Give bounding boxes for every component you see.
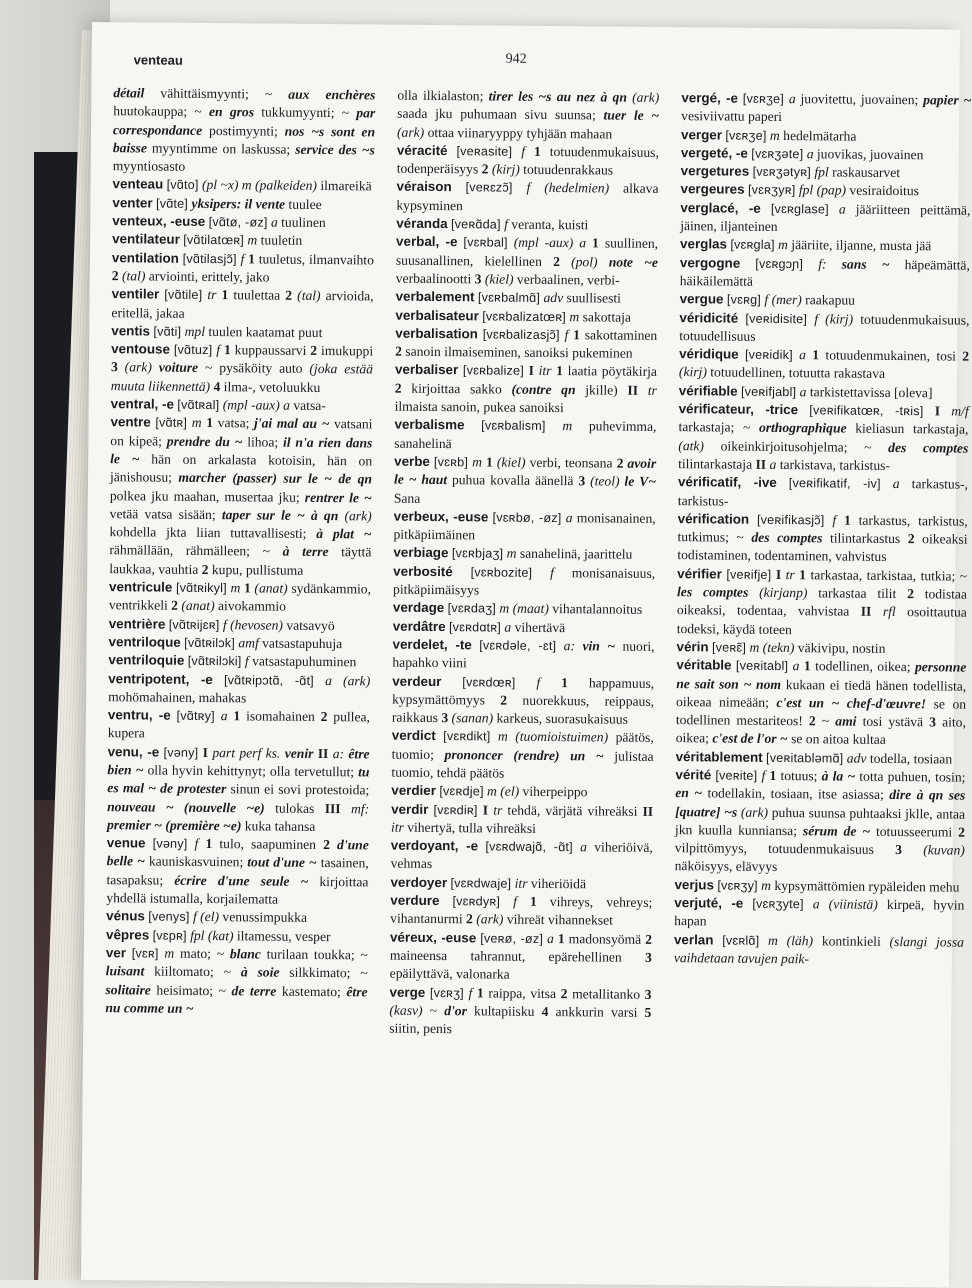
- dictionary-entry: verdoyer [vɛʀdwaje] itr viheriöidä: [390, 874, 587, 892]
- dictionary-entry: ventilateur [vɑ̃tilatœʀ] m tuuletin: [112, 231, 303, 249]
- dictionary-entry: ventru, -e [vɑ̃tʀy] a 1 isomahainen 2 pullea, kupera: [107, 707, 371, 741]
- dictionary-entry: olla ilkialaston; tirer les ~s au nez à qn (ark) saada jku puhumaan sivu suunsa; tuer le ~ (ark) ottaa viinaryyppy tyhjään mahaan: [396, 87, 660, 142]
- dictionary-entry: détail vähittäismyynti; ~ aux enchères huutokauppa; ~ en gros tukkumyynti; ~ par correspondance postimyynti; nos ~s sont en baisse myyntimme on laskussa; service des ~s myyntiosasto: [112, 85, 376, 175]
- dictionary-entry: vérifiable [veʀifjabl] a tarkistettavissa [oleva]: [678, 382, 933, 401]
- dictionary-entry: vérificateur, -trice [veʀifikatœʀ, -tʀis] I m/f tarkastaja; ~ orthographique kieliasun tarkastaja, (atk) oikeinkirjoitusohjelma; ~ des comptes tilintarkastaja II a tarkistava, tarkistus-: [678, 401, 969, 473]
- dictionary-entry: verbalisme [vɛʀbalism] m puhevimma, sanahelinä: [394, 416, 657, 451]
- dictionary-entry: verbosité [vɛʀbozite] f monisanaisuus, pitkäpiimäisyys: [392, 563, 656, 598]
- running-head: venteau: [133, 52, 183, 68]
- dictionary-entry: verdict [vɛʀdikt] m (tuomioistuimen) päätös, tuomio; prononcer (rendre) un ~ julistaa tuomio, tehdä päätös: [391, 728, 654, 781]
- dictionary-entry: ventre [vɑ̃tʀ] m 1 vatsa; j'ai mal au ~ vatsani on kipeä; prendre du ~ lihoa; il n'a rien dans le ~ hän on arkalasta kotoisin, hän on jänishousu; marcher (passer) sur le ~ de qn polkea jku maahan, musertaa jku; rentrer le ~ vetää vatsa sisään; taper sur le ~ à qn (ark) kohdella jkta liian tuttavallisesti; à plat ~ rähmällään, rähmälleen; ~ à terre täyttä laukkaa, vauhtia 2 kupu, pullistuma: [109, 414, 373, 578]
- dictionary-entry: verger [vɛʀʒe] m hedelmätarha: [680, 126, 857, 144]
- dictionary-entry: verbalement [vɛʀbalmɑ̃] adv suullisesti: [395, 288, 622, 306]
- dictionary-entry: véridicité [veʀidisite] f (kirj) totuudenmukaisuus, totuudellisuus: [679, 309, 970, 344]
- dictionary-entry: vergeté, -e [vɛʀʒəte] a juovikas, juovainen: [680, 145, 924, 163]
- column-right: [674, 89, 972, 970]
- dictionary-entry: vergeures [vɛʀʒyʀ] fpl (pap) vesiraidoitus: [680, 181, 920, 199]
- dictionary-entry: ventral, -e [vɑ̃tʀal] (mpl -aux) a vatsa-: [110, 396, 326, 414]
- dictionary-entry: venteux, -euse [vɑ̃tø, -øz] a tuulinen: [112, 213, 326, 231]
- dictionary-entry: vergue [vɛʀg] f (mer) raakapuu: [679, 291, 856, 308]
- column-middle: [389, 87, 659, 1041]
- dictionary-entry: ventilation [vɑ̃tilasjɔ̃] f 1 tuuletus, ilmanvaihto 2 (tal) arviointi, erittely, jako: [111, 249, 374, 285]
- dictionary-entry: verjus [vɛʀʒy] m kypsymättömien rypäleiden mehu: [674, 876, 960, 895]
- dictionary-entry: venue [vəny] f 1 tulo, saapuminen 2 d'une belle ~ kauniskasvuinen; tout d'une ~ tasainen, tasapaksu; écrire d'une seule ~ kirjoittaa yhdellä istumalla, korjailematta: [106, 835, 369, 907]
- dictionary-entry: verbalisation [vɛʀbalizasjɔ̃] f 1 sakottaminen 2 sanoin ilmaiseminen, sanoiksi pukeminen: [395, 325, 658, 361]
- dictionary-entry: verjuté, -e [vɛʀʒyte] a (viinistä) kirpeä, hyvin hapan: [674, 895, 965, 929]
- dictionary-entry: ventouse [vɑ̃tuz] f 1 kuppaussarvi 2 imukuppi 3 (ark) voiture ~ pysäköity auto (joka estää muuta liikennettä) 4 ilma-, vetoluukku: [110, 341, 374, 395]
- dictionary-entry: vêpres [vɛpʀ] fpl (kat) iltamessu, vesper: [105, 926, 331, 944]
- dictionary-entry: verdage [vɛʀdaʒ] m (maat) vihantalannoitus: [392, 599, 643, 618]
- dictionary-entry: ventripotent, -e [vɑ̃tʀipɔtɑ̃, -ɑ̃t] a (ark) mohömahainen, mahakas: [108, 670, 371, 706]
- dictionary-entry: verdeur [vɛʀdœʀ] f 1 happamuus, kypsymättömyys 2 nuorekkuus, reippaus, raikkaus 3 (sanan) karkeus, suorasukaisuus: [391, 673, 655, 727]
- dictionary-entry: vérifier [veʀifje] I tr 1 tarkastaa, tarkistaa, tutkia; ~ les comptes (kirjanp) tarkastaa tilit 2 todistaa oikeaksi, todentaa, vahvistaa II rfl osoittautua todeksi, käydä toteen: [676, 565, 968, 637]
- dictionary-entry: vergé, -e [vɛʀʒe] a juovitettu, juovainen; papier ~ vesiviivattu paperi: [681, 90, 972, 125]
- dictionary-entry: verbal, -e [vɛʀbal] (mpl -aux) a 1 suullinen, suusanallinen, kielellinen 2 (pol) note ~e verbaalinootti 3 (kiel) verbaalinen, verbi-: [395, 234, 659, 288]
- dictionary-entry: ventiler [vɑ̃tile] tr 1 tuulettaa 2 (tal) arvioida, eritellä, jakaa: [111, 286, 374, 321]
- dictionary-entry: vérin [veʀɛ̃] m (tekn) väkivipu, nostin: [676, 639, 886, 656]
- dictionary-entry: vérité [veʀite] f 1 totuus; à la ~ totta puhuen, tosin; en ~ todellakin, tosiaan, itse asiassa; dire à qn ses [quatre] ~s (ark) puhua suunsa puhtaaksi jklle, antaa jkn kuulla kunniansa; sérum de ~ totuusseerumi 2 vilpittömyys, totuudenmukaisuus 3 (kuvan) näköisyys, elävyys: [674, 767, 966, 875]
- dictionary-entry: véraison [veʀɛzɔ̃] f (hedelmien) alkava kypsyminen: [396, 179, 659, 214]
- dictionary-entry: ventriloque [vɑ̃tʀilɔk] amf vatsastapuhuja: [108, 634, 343, 652]
- dictionary-page: [81, 22, 972, 1288]
- dictionary-entry: véritablement [veʀitabləmɑ̃] adv todella, tosiaan: [675, 748, 953, 767]
- dictionary-entry: verbeux, -euse [vɛʀbø, -øz] a monisanainen, pitkäpiimäinen: [393, 508, 656, 543]
- dictionary-entry: vénus [venys] f (el) venussimpukka: [106, 908, 308, 926]
- dictionary-entry: vergogne [vɛʀgɔɲ] f: sans ~ häpeämättä, häikäilemättä: [679, 254, 970, 289]
- dictionary-entry: véracité [veʀasite] f 1 totuudenmukaisuus, todenperäisyys 2 (kirj) totuudenrakkaus: [396, 142, 659, 178]
- dictionary-entry: verbe [vɛʀb] m 1 (kiel) verbi, teonsana 2 avoir le ~ haut puhua kovalla äänellä 3 (teol) le V~ Sana: [393, 453, 657, 506]
- dictionary-entry: verdâtre [vɛʀdɑtʀ] a vihertävä: [392, 618, 566, 635]
- dictionary-entry: verbaliser [vɛʀbalize] I itr 1 laatia pöytäkirja 2 kirjoittaa sakko (contre qn jkille) II tr ilmaista sanoin, pukea sanoiksi: [394, 362, 658, 416]
- dictionary-entry: verbiage [vɛʀbjaʒ] m sanahelinä, jaarittelu: [393, 545, 633, 563]
- dictionary-entry: verdure [vɛʀdyʀ] f 1 vihreys, vehreys; vihantanurmi 2 (ark) vihreät vihannekset: [390, 892, 653, 928]
- dictionary-entry: véridique [veʀidik] a 1 totuudenmukainen, tosi 2 (kirj) totuudellinen, totuutta rakastava: [678, 346, 970, 382]
- dictionary-entry: venu, -e [vəny] I part perf ks. venir II a: être bien ~ olla hyvin kehittynyt; olla tervetullut; tu es mal ~ de protester sinun ei sovi protestoida; nouveau ~ (nouvelle ~e) tulokas III mf: premier ~ (première ~e) kuka tahansa: [106, 743, 370, 834]
- dictionary-entry: verlan [vɛʀlɑ̃] m (läh) kontinkieli (slangi jossa vaihdetaan tavujen paik-: [673, 931, 965, 967]
- dictionary-entry: vérificatif, -ive [veʀifikatif, -iv] a tarkastus-, tarkistus-: [677, 474, 969, 509]
- dictionary-entry: véranda [veʀɑ̃da] f veranta, kuisti: [396, 215, 589, 233]
- column-left: [105, 84, 375, 1019]
- dictionary-entry: véreux, -euse [veʀø, -øz] a 1 madonsyömä 2 maineensa tahrannut, epärehellinen 3 epäilyttävä, valonarka: [389, 929, 653, 982]
- dictionary-entry: verbalisateur [vɛʀbalizatœʀ] m sakottaja: [395, 307, 632, 325]
- dictionary-entry: verdoyant, -e [vɛʀdwajɑ̃, -ɑ̃t] a viheriöivä, vehmas: [390, 837, 653, 872]
- dictionary-entry: venter [vɑ̃te] yksipers: il vente tuulee: [112, 194, 322, 212]
- dictionary-entry: vergetures [vɛʀʒətyʀ] fpl raskausarvet: [680, 163, 901, 181]
- dictionary-entry: ventrière [vɑ̃tʀijɛʀ] f (hevosen) vatsavyö: [108, 615, 335, 633]
- dictionary-entry: verdier [vɛʀdje] m (el) viherpeippo: [391, 782, 588, 800]
- dictionary-entry: verglas [vɛʀgla] m jääriite, iljanne, musta jää: [680, 236, 932, 254]
- dictionary-entry: ventricule [vɑ̃tʀikyl] m 1 (anat) sydänkammio, ventrikkeli 2 (anat) aivokammio: [108, 579, 372, 615]
- dictionary-entry: venteau [vɑ̃to] (pl ~x) m (palkeiden) ilmareikä: [112, 176, 372, 194]
- dictionary-entry: verge [vɛʀʒ] f 1 raippa, vitsa 2 metallitanko 3 (kasv) ~ d'or kultapiisku 4 ankkurin varsi 5 siitin, penis: [389, 984, 652, 1037]
- dictionary-entry: verdelet, -te [vɛʀdəle, -ɛt] a: vin ~ nuori, hapahko viini: [392, 636, 655, 671]
- dictionary-entry: véritable [veʀitabl] a 1 todellinen, oikea; personne ne sait son ~ nom kukaan ei tiedä hänen todellista, oikeaa nimeään; c'est un ~ chef-d'œuvre! se on todellinen mestariteos! 2 ~ ami tosi ystävä 3 aito, oikea; c'est de l'or ~ se on aitoa kultaa: [675, 657, 967, 748]
- dictionary-entry: vérification [veʀifikasjɔ̃] f 1 tarkastus, tarkistus, tutkimus; ~ des comptes tilintarkastus 2 oikeaksi todistaminen, todentaminen, vahvistus: [677, 510, 968, 565]
- dictionary-entry: ver [vɛʀ] m mato; ~ blanc turilaan toukka; ~ luisant kiiltomato; ~ à soie silkkimato; ~ solitaire heisimato; ~ de terre kastemato; être nu comme un ~: [105, 945, 368, 1016]
- dictionary-entry: verglacé, -e [vɛʀglase] a jääriitteen peittämä, jäinen, iljanteinen: [680, 199, 971, 235]
- dictionary-entry: ventis [vɑ̃ti] mpl tuulen kaatamat puut: [111, 323, 323, 340]
- dictionary-entry: verdir [vɛʀdiʀ] I tr tehdä, värjätä vihreäksi II itr vihertyä, tulla vihreäksi: [390, 801, 654, 836]
- dictionary-entry: ventriloquie [vɑ̃tʀilɔki] f vatsastapuhuminen: [108, 652, 357, 670]
- page-number: 942: [505, 51, 527, 67]
